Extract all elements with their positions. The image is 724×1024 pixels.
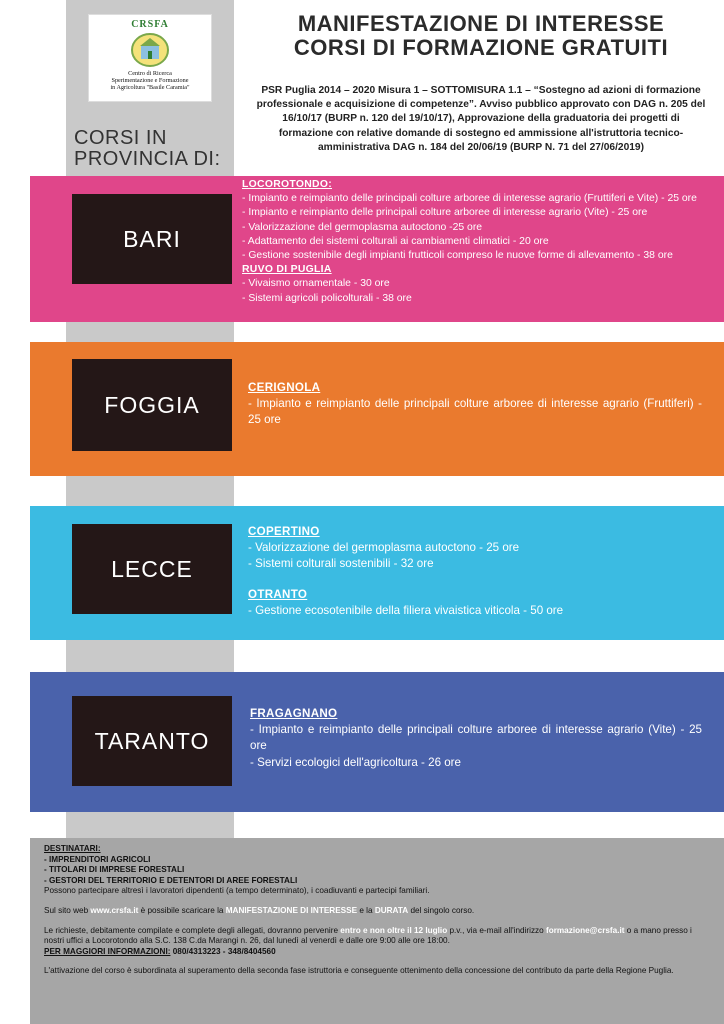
course-item: - Impianto e reimpianto delle principali colture arboree di interesse agrario (Fruttiferi e Vite) - 25 ore bbox=[242, 193, 697, 205]
box-bari: BARI bbox=[72, 194, 232, 284]
destinatari-note: Possono partecipare altresì i lavoratori dipendenti (a tempo determinato), i coadiuvanti e partecipi familiari. bbox=[44, 886, 430, 896]
course-item: - Valorizzazione del germoplasma autoctono -25 ore bbox=[242, 221, 483, 233]
town-copertino: COPERTINO bbox=[248, 525, 320, 538]
intro-text: PSR Puglia 2014 – 2020 Misura 1 – SOTTOMISURA 1.1 – “Sostegno ad azioni di formazione professionale e acquisizione di competenze”. Avviso pubblico approvato con DAG n. 205 del 16/10/17 (BURP n. 120 del 19/10/17), Approvazione della graduatoria dei progetti di formazione con relative domande di sostegno ed ammissione all'istruttoria tecnico-amministrativa DAG n. 184 del 20/06/19 (BURP N. 71 del 27/06/2019) bbox=[256, 85, 706, 153]
course-item: - Servizi ecologici dell'agricoltura - 26 ore bbox=[250, 755, 461, 769]
town-ruvo: RUVO DI PUGLIA bbox=[242, 264, 332, 276]
destinatari-heading: DESTINATARI: bbox=[44, 844, 101, 853]
panel-taranto bbox=[250, 706, 702, 771]
panel-bari bbox=[242, 178, 718, 306]
town-locorotondo: LOCOROTONDO: bbox=[242, 179, 332, 190]
province-label: CORSI IN PROVINCIA DI: bbox=[74, 127, 221, 170]
town-cerignola: CERIGNOLA bbox=[248, 381, 321, 394]
phone-numbers: 080/4313223 - 348/8404560 bbox=[170, 946, 276, 956]
footer-info bbox=[30, 838, 724, 1024]
page-title: MANIFESTAZIONE DI INTERESSE CORSI DI FORMAZIONE GRATUITI bbox=[293, 11, 669, 60]
box-lecce: LECCE bbox=[72, 524, 232, 614]
crsfa-logo bbox=[88, 14, 212, 102]
course-item: - Impianto e reimpianto delle principali colture arboree di interesse agrario (Fruttiferi) - 25 ore bbox=[248, 397, 702, 427]
requests-line: Le richieste, debitamente compilate e complete degli allegati, dovranno pervenire entro e non oltre il 12 luglio p.v., via e-mail all'indirizzo formazione@crsfa.it o a mano presso i nostri uffici a Locorotondo alla S.C. 138 C.da Marangi n. 26, dal lunedì al venerdì e dalle ore 9:00 alle ore 18:00. bbox=[44, 925, 692, 946]
course-item: - Gestione ecosotenibile della filiera vivaistica viticola - 50 ore bbox=[248, 603, 564, 617]
town-otranto: OTRANTO bbox=[248, 587, 308, 601]
logo-brand: CRSFA bbox=[131, 19, 169, 30]
box-taranto: TARANTO bbox=[72, 696, 232, 786]
website-link[interactable]: www.crsfa.it bbox=[90, 905, 139, 915]
email-link[interactable]: formazione@crsfa.it bbox=[545, 925, 625, 935]
course-list bbox=[242, 277, 718, 305]
course-item: - Vivaismo ornamentale - 30 ore bbox=[242, 278, 390, 290]
destinatari-item: - TITOLARI DI IMPRESE FORESTALI bbox=[44, 865, 185, 875]
logo-subtitle: Centro di Ricerca Sperimentazione e Formazione in Agricoltura "Basile Caramia" bbox=[110, 70, 190, 91]
panel-lecce bbox=[248, 524, 702, 619]
destinatari-item: - IMPRENDITORI AGRICOLI bbox=[44, 854, 151, 864]
box-foggia: FOGGIA bbox=[72, 359, 232, 451]
town-fragagnano: FRAGAGNANO bbox=[250, 707, 338, 720]
course-item: - Impianto e reimpianto delle principali colture arboree di interesse agrario (Vite) - 25 ore bbox=[250, 723, 702, 753]
info-line: PER MAGGIORI INFORMAZIONI: 080/4313223 - 348/8404560 bbox=[44, 946, 276, 956]
course-item: - Impianto e reimpianto delle principali colture arboree di interesse agrario (Vite) - 25 ore bbox=[242, 207, 648, 219]
crsfa-emblem-icon bbox=[130, 32, 170, 68]
course-item: - Valorizzazione del germoplasma autoctono - 25 ore bbox=[248, 541, 520, 555]
course-item: - Adattamento dei sistemi colturali ai cambiamenti climatici - 20 ore bbox=[242, 235, 549, 247]
course-item: - Sistemi agricoli policolturali - 38 ore bbox=[242, 292, 412, 304]
activation-note: L'attivazione del corso è subordinata al superamento della seconda fase istruttoria e conseguente ottenimento della concessione del contributo da parte della Regione Puglia. bbox=[44, 966, 674, 976]
panel-foggia bbox=[248, 380, 702, 429]
course-list bbox=[242, 192, 718, 263]
course-item: - Sistemi colturali sostenibili - 32 ore bbox=[248, 557, 434, 571]
destinatari-item: - GESTORI DEL TERRITORIO E DETENTORI DI AREE FORESTALI bbox=[44, 875, 298, 885]
website-line: Sul sito web www.crsfa.it è possibile scaricare la MANIFESTAZIONE DI INTERESSE e la DURATA del singolo corso. bbox=[44, 905, 475, 915]
course-item: - Gestione sostenibile degli impianti frutticoli compreso le nuove forme di allevamento - 38 ore bbox=[242, 250, 673, 262]
